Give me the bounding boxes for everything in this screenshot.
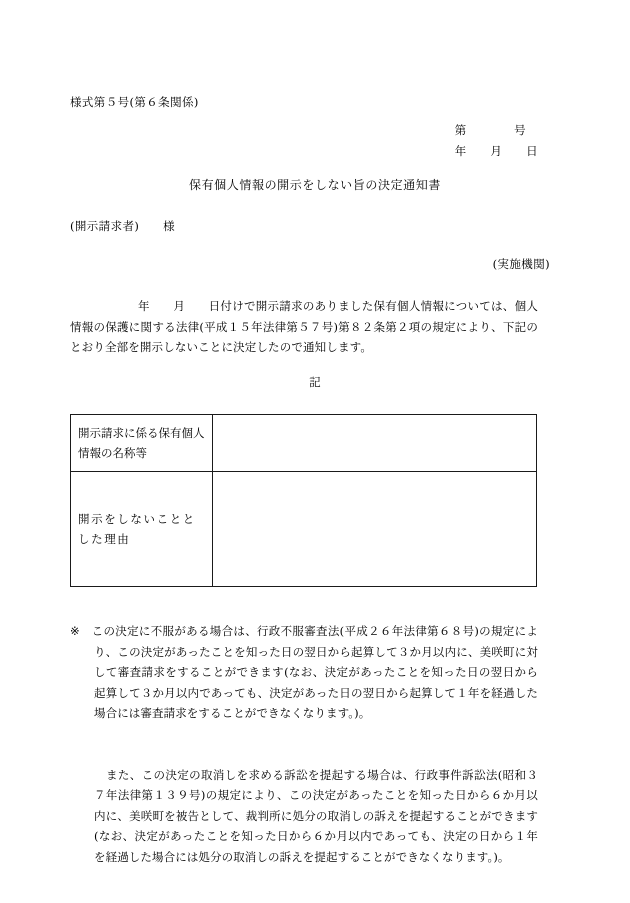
row-label-reason (71, 472, 213, 587)
addressee-line: (開示請求者) 様 (70, 219, 175, 233)
label-text: 開示請求に係る保有個人情報の名称等 (78, 426, 205, 460)
document-meta-block (455, 120, 538, 162)
footnote-paragraph-2: また、この決定の取消しを求める訴訟を提起する場合は、行政事件訴訟法(昭和３７年法律第１３９号)の規定により、この決定があったことを知った日から６か月以内に、美咲町を被告として、裁判所に処分の取消しの訴えを提起することができます(なお、決定があったことを知った日から６か月以内であっても、決定の日から１年を経過した場合には処分の取消しの訴えを提起することができなくなります。)。 (94, 767, 538, 864)
issuer-line: (実施機関) (492, 257, 550, 271)
body-paragraph: 年 月 日付けで開示請求のありました保有個人情報については、個人情報の保護に関する法律(平成１５年法律第５７号)第８２条第２項の規定により、下記のとおり全部を開示しないことに決定したので通知します。 (70, 299, 538, 354)
label-text: 開示をしないこととした理由 (78, 512, 196, 546)
ki-marker: 記 (309, 375, 321, 389)
page-title: 保有個人情報の開示をしない旨の決定通知書 (188, 178, 441, 192)
row-label-information-name (71, 415, 213, 472)
reference-number-line: 第 号 (454, 123, 527, 137)
form-number: 様式第５号(第６条関係) (70, 95, 199, 109)
row-value-information-name[interactable] (213, 415, 537, 472)
footnote-paragraph-1-text: この決定に不服がある場合は、行政不服審査法(平成２６年法律第６８号)の規定により、この決定があったことを知った日の翌日から起算して３か月以内に、美咲町に対して審査請求をすることができます(なお、決定があったことを知った日の翌日から起算して３か月以内であっても、決定があった日の翌日から起算して１年を経過した場合には審査請求をすることができなくなります。)。 (91, 624, 538, 720)
disclosure-table (70, 414, 537, 587)
table-row (71, 415, 537, 472)
footnote-paragraph-1 (70, 621, 538, 724)
table-row (71, 472, 537, 587)
date-line: 年 月 日 (454, 144, 538, 158)
asterisk-marker: ※ (70, 624, 80, 638)
row-value-reason[interactable] (213, 472, 537, 587)
footnote-block (70, 580, 538, 903)
